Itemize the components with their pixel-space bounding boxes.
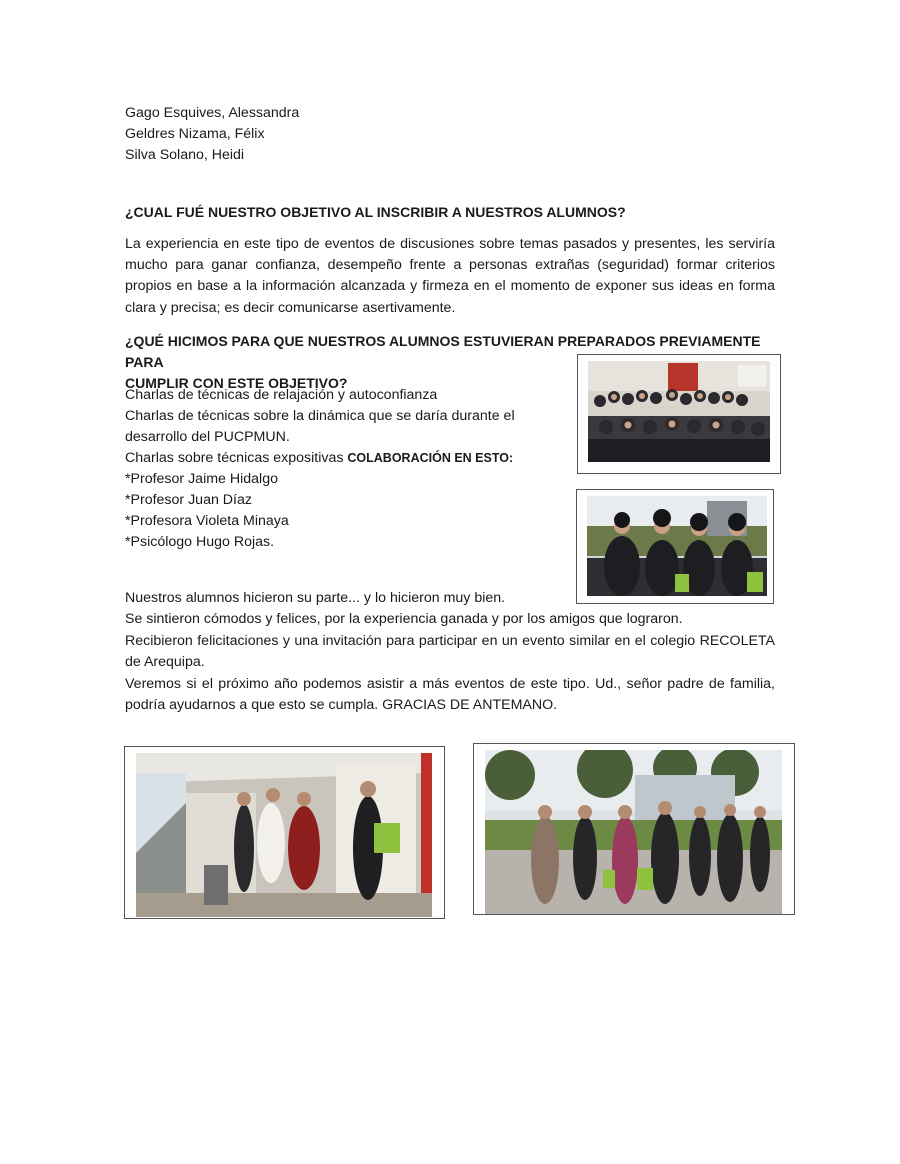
author-name: Geldres Nizama, Félix xyxy=(125,126,265,142)
preparation-item: desarrollo del PUCPMUN. xyxy=(125,429,290,445)
collaborator: *Profesor Juan Díaz xyxy=(125,492,252,508)
collaboration-label: COLABORACIÓN EN ESTO: xyxy=(347,451,514,465)
preparation-list xyxy=(125,385,515,553)
section-preparation-title-line: ¿QUÉ HICIMOS PARA QUE NUESTROS ALUMNOS ESTUVIERAN PREPARADOS PREVIAMENTE PARA xyxy=(125,333,761,370)
hallway-photo xyxy=(136,753,432,917)
closing-line-1: Nuestros alumnos hicieron su parte... y lo hicieron muy bien. xyxy=(125,590,506,606)
collaborator: *Profesor Jaime Hidalgo xyxy=(125,471,278,487)
walking-group-photo xyxy=(485,750,782,914)
closing-paragraph-1: Recibieron felicitaciones y una invitación para participar en un evento similar en el colegio RECOLETA de Arequipa. xyxy=(125,633,775,671)
preparation-item-text: Charlas sobre técnicas expositivas xyxy=(125,450,344,466)
author-name: Silva Solano, Heidi xyxy=(125,147,245,163)
author-list xyxy=(125,103,299,166)
group-photo xyxy=(588,361,770,462)
section-objective-paragraph: La experiencia en este tipo de eventos de discusiones sobre temas pasados y presentes, les serviría mucho para ganar confianza, desempeño frente a personas extrañas (seguridad) formar criterios propios en base a la información alcanzada y firmeza en el momento de exponer sus ideas en forma clara y precisa; es decir comunicarse asertivamente. xyxy=(125,236,775,316)
closing-line-2: Se sintieron cómodos y felices, por la experiencia ganada y por los amigos que lograron. xyxy=(125,611,683,627)
section-objective-title: ¿CUAL FUÉ NUESTRO OBJETIVO AL INSCRIBIR A NUESTROS ALUMNOS? xyxy=(125,204,626,220)
collaborator: *Psicólogo Hugo Rojas. xyxy=(125,534,275,550)
author-name: Gago Esquives, Alessandra xyxy=(125,105,300,121)
students-photo xyxy=(587,496,767,596)
collaborator: *Profesora Violeta Minaya xyxy=(125,513,289,529)
preparation-item xyxy=(125,448,515,469)
closing-paragraph-2: Veremos si el próximo año podemos asistir a más eventos de este tipo. Ud., señor padre de familia, podría ayudarnos a que esto se cumpla. GRACIAS DE ANTEMANO. xyxy=(125,676,775,714)
section-preparation-title-line: CUMPLIR CON ESTE OBJETIVO? xyxy=(125,375,348,391)
preparation-item: Charlas de técnicas de relajación y autoconfianza xyxy=(125,387,438,403)
preparation-item: Charlas de técnicas sobre la dinámica que se daría durante el xyxy=(125,408,515,424)
